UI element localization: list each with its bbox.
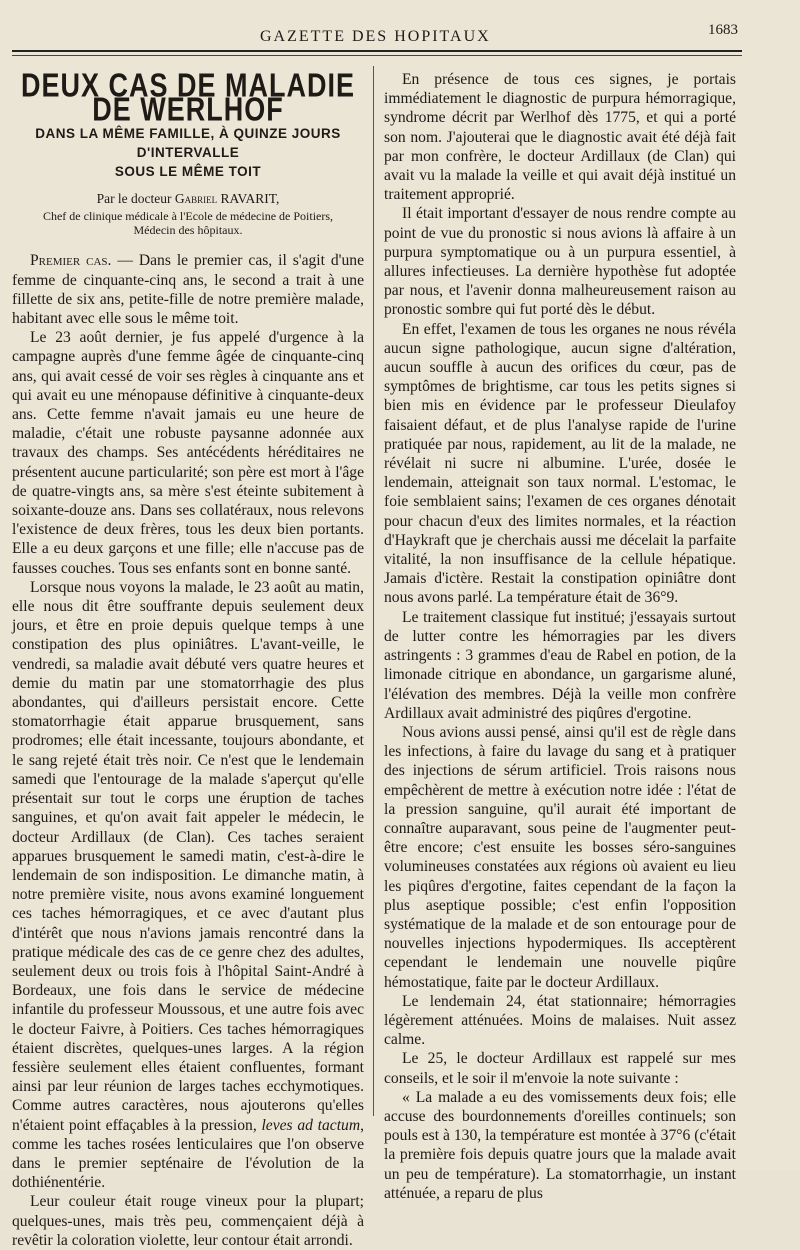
header-rule-thin bbox=[12, 55, 742, 56]
paragraph-text: Lorsque nous voyons la malade, le 23 août au matin, elle nous dit être souffrante depuis seulement deux jours, et être en proie depuis quelque temps à une constipation des plus opiniâtres. L'avant-veille, le vendredi, sa maladie avait débuté vers quatre heures et demie du matin par une stomatorrhagie des plus abondantes, qui d'ailleurs persistait encore. Cette stomatorrhagie était apparue brusquement, sans prodromes; elle était incessante, toujours abondante, et le sang rejeté était très noir. Ce n'est que le lendemain samedi que l'entourage de la malade s'aperçut qu'elle présentait sur tout le corps une éruption de taches sanguines, et qu'on avait fait appeler le médecin, le docteur Ardillaux (de Clan). Ces taches seraient apparues brusquement le samedi matin, c'est-à-dire le lendemain de son indisposition. Le dimanche matin, à notre première visite, nous avons examiné longuement ces taches hémorragiques, et ce avec d'autant plus d'intérêt que nous n'avions jamais rencontré dans la pratique médicale des cas de ce genre chez des adultes, seulement deux ou trois fois à l'hôpital Saint-André à Bordeaux, une fois dans le service de médecine infantile du professeur Moussous, et une autre fois avec le docteur Faivre, à Poitiers. Ces taches hémorragiques étaient discrètes, quelques-unes larges. A la région fessière seulement elles étaient confluentes, formant ainsi par leur réunion de larges taches ecchymotiques. Comme autres caractères, nous ajouterons qu'elles n'étaient point effaçables à la pression, bbox=[12, 578, 364, 1134]
right-column bbox=[384, 70, 736, 1203]
paragraph: Nous avions aussi pensé, ainsi qu'il est de règle dans les infections, à faire du lavage du sang et à pratiquer des injections de sérum artificiel. Trois raisons nous empêchèrent de mettre à exécution notre idée : l'état de la pression sanguine, qu'il aurait été important de connaître auparavant, sous peine de l'augmenter peut-être encore; c'est ensuite les bosses séro-sanguines volumineuses constatées aux régions où avaient eu lieu les piqûres d'ergotine, faites cependant de la façon la plus aseptique possible; c'est enfin l'opposition systématique de la malade et de son entourage pour de nouvelles injections hypodermiques. Ils acceptèrent cependant le lendemain une nouvelle piqûre hémostatique, faite par le docteur Ardillaux. bbox=[384, 723, 736, 991]
journal-title: GAZETTE DES HOPITAUX bbox=[260, 28, 491, 45]
paragraph: Leur couleur était rouge vineux pour la plupart; quelques-unes, mais très peu, commençaient déjà à revêtir la coloration violette, leur contour était arrondi. bbox=[12, 1193, 364, 1249]
affiliation bbox=[12, 209, 364, 237]
paragraph: Le 23 août dernier, je fus appelé d'urgence à la campagne auprès d'une femme âgée de cinquante-cinq ans, qui avait cessé de voir ses règles à cinquante ans et qui avait eu une ménopause définitive à cinquante-deux ans. Cette femme n'avait jamais eu une heure de maladie, c'était une robuste paysanne adonnée aux travaux des champs. Ses antécédents héréditaires ne présentent aucune particularité; son père est mort à l'âge de quatre-vingts ans, sa mère s'est éteinte subitement à soixante-douze ans. Dans ses collatéraux, nous relevons l'existence de deux frères, tous les deux bien portants. Elle a eu deux garçons et une fille; elle n'accuse pas de fausses couches. Tous ses enfants sont en bonne santé. bbox=[12, 329, 364, 577]
subtitle-line-1: DANS LA MÊME FAMILLE, À QUINZE JOURS D'INTERVALLE bbox=[35, 126, 341, 161]
author-name: Gabriel RAVARIT, bbox=[174, 191, 280, 207]
section-lead: Premier cas. bbox=[30, 252, 112, 270]
paragraph: En effet, l'examen de tous les organes ne nous révéla aucun signe pathologique, aucun signe d'altération, aucun souffle à aucun des orifices du cœur, pas de symptômes de brightisme, car tous les petits signes si bien mis en évidence par le professeur Dieulafoy faisaient défaut, et de plus l'analyse rapide de l'urine pratiquée par nous, rapidement, au lit de la malade, ne révélait ni sucre ni albumine. L'urée, dosée le lendemain, atteignait son taux normal. L'estomac, le foie semblaient sains; l'examen de ces organes dénotait pour chacun d'eux des limites normales, et la réaction d'Haykraft que je cherchais aussi me décelait la parfaite vitalité, la non insuffisance de la cellule hépatique. Jamais d'ictère. Restait la constipation opiniâtre dont nous avons parlé. La température était de 36°9. bbox=[384, 320, 736, 607]
paragraph-text: , comme les taches rosées lenticulaires que l'on observe dans le premier septénaire de l'évolution de la dothiénentérie. bbox=[12, 1116, 364, 1192]
latin-phrase: leves ad tactum bbox=[261, 1116, 361, 1134]
byline bbox=[12, 191, 364, 207]
paragraph-text: — Dans le premier cas, il s'agit d'une femme de cinquante-cinq ans, le second a trait à une fillette de six ans, petite-fille de notre première malade, habitant avec elle sous le même toit. bbox=[12, 252, 364, 328]
paragraph: Il était important d'essayer de nous rendre compte au point de vue du pronostic si nous avions là affaire à un purpura symptomatique ou à un purpura essentiel, à allures infectieuses. La dernière hypothèse fut adoptée par nous, et l'avenir donna malheureusement raison au pronostic sombre qui fut porté dès le début. bbox=[384, 205, 736, 319]
paragraph: Le traitement classique fut institué; j'essayais surtout de lutter contre les hémorragies par les divers astringents : 3 grammes d'eau de Rabel en potion, de la limonade citrique en abondance, un gargarisme aluné, l'élévation des membres. Déjà la veille mon confrère Ardillaux avait administré des piqûres d'ergotine. bbox=[384, 608, 736, 722]
paragraph: Le 25, le docteur Ardillaux est rappelé sur mes conseils, et le soir il m'envoie la note suivante : bbox=[384, 1050, 736, 1087]
affiliation-line-2: Médecin des hôpitaux. bbox=[133, 223, 243, 238]
affiliation-line-1: Chef de clinique médicale à l'Ecole de médecine de Poitiers, bbox=[42, 209, 334, 224]
article-title: DEUX CAS DE MALADIE DE WERLHOF bbox=[20, 66, 356, 129]
byline-prefix: Par le docteur bbox=[96, 191, 175, 207]
paragraph bbox=[12, 578, 364, 1193]
paragraph: En présence de tous ces signes, je portais immédiatement le diagnostic de purpura hémorragique, syndrome décrit par Werlhof dès 1775, et qui a porté son nom. J'ajouterai que le diagnostic avait été déjà fait par mon confrère, le docteur Ardillaux (de Clan) qui avait vu la malade la veille et qui avait déjà institué un traitement approprié. bbox=[384, 71, 736, 204]
paragraph bbox=[12, 251, 364, 328]
subtitle-line-2: SOUS LE MÊME TOIT bbox=[114, 164, 262, 180]
paragraph: Le lendemain 24, état stationnaire; hémorragies légèrement atténuées. Moins de malaises. Nuit assez calme. bbox=[384, 992, 736, 1049]
paragraph: « La malade a eu des vomissements deux fois; elle accuse des bourdonnements d'oreilles continuels; son pouls est à 130, la température est montée à 37°6 (c'était la première fois depuis quatre jours que la malade avait un peu de température). La stomatorrhagie, un instant atténuée, a reparu de plus bbox=[384, 1088, 736, 1202]
left-column bbox=[12, 66, 364, 1250]
article-subtitle bbox=[12, 124, 364, 181]
column-divider bbox=[373, 66, 374, 1116]
page-number: 1683 bbox=[708, 22, 738, 38]
running-head bbox=[0, 22, 800, 52]
header-rule bbox=[12, 50, 742, 52]
